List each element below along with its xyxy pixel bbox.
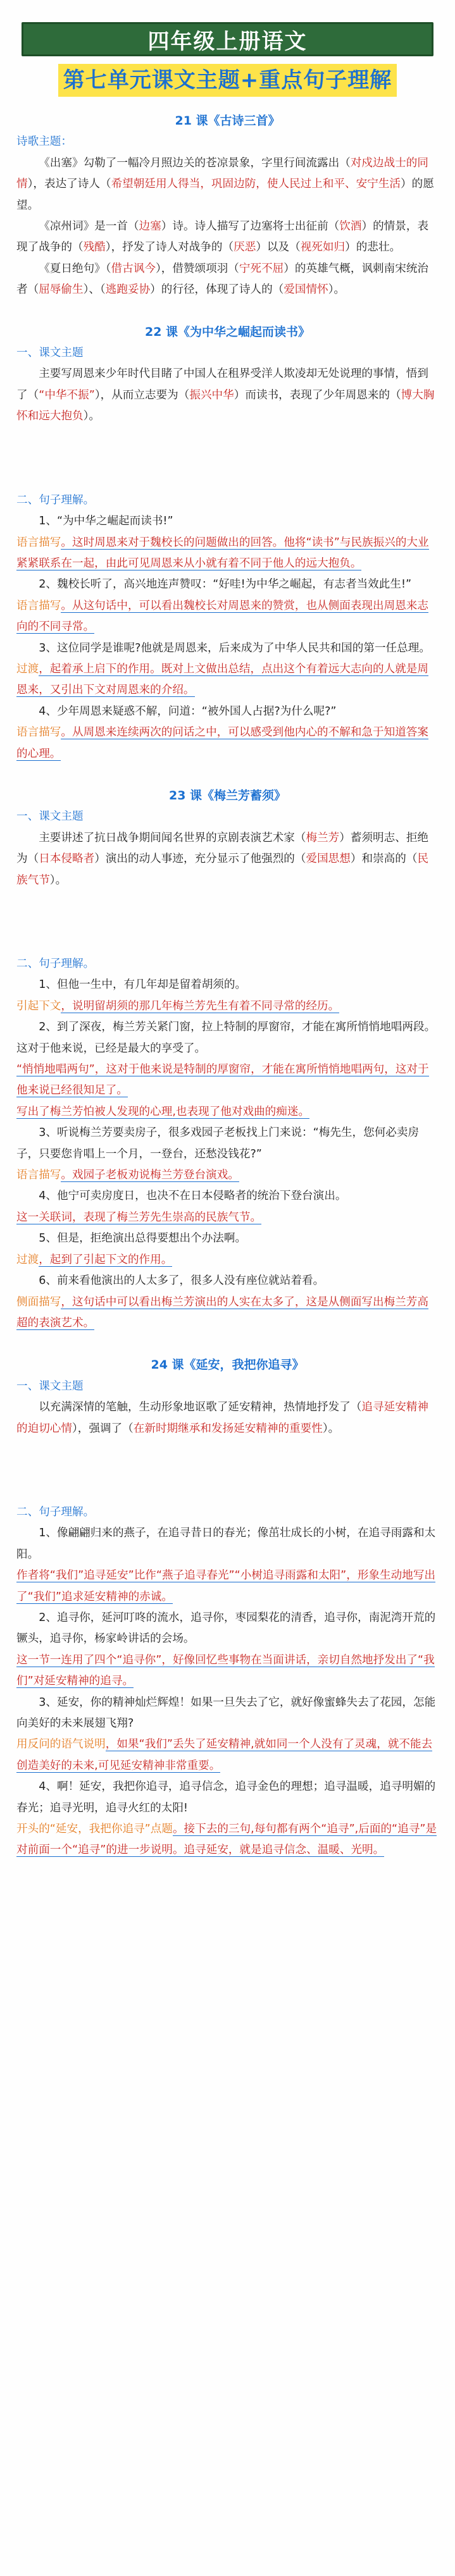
lesson-23-a4: 这一关联词，表现了梅兰芳先生崇高的民族气节。: [16, 1211, 262, 1224]
lesson-21-para-3: 《夏日绝句》（借古讽今），借赞颂项羽（宁死不屈）的英雄气概，讽刺南宋统治者（屈辱偷生）、（逃跑妥协）的行径，体现了诗人的（爱国情怀）。: [16, 262, 429, 297]
lesson-23-q1: 1、但他一生中，有几年却是留着胡须的。: [39, 978, 247, 992]
lesson-24-q1: 1、像翩翩归来的燕子，在追寻昔日的春光；像茁壮成长的小树，在追寻雨露和太阳。: [16, 1527, 436, 1561]
lesson-24-title: 24 课《延安，我把你追寻》: [151, 1358, 304, 1372]
lesson-22-q1: 1、“为中华之崛起而读书!”: [39, 515, 173, 528]
lesson-23-a3: 语言描写。戏园子老板劝说梅兰芳登台演戏。: [16, 1169, 239, 1182]
lesson-23-a1: 引起下文，说明留胡须的那几年梅兰芳先生有着不同寻常的经历。: [16, 999, 340, 1013]
lesson-23-a2: “悄悄地唱两句”，这对于他来说是特制的厚窗帘，才能在寓所悄悄地唱两句，这对于他来说已经很知足了。: [16, 1063, 429, 1097]
lesson-21-title: 21 课《古诗三首》: [175, 114, 280, 128]
lesson-21-para-2: 《凉州词》是一首（边塞）诗。诗人描写了边塞将士出征前（饮酒）的情景，表现了战争的（残酷），抒发了诗人对战争的（厌恶）以及（视死如归）的悲壮。: [16, 220, 429, 254]
header-title-bar: [22, 22, 433, 56]
lesson-22-theme: 主要写周恩来少年时代目睹了中国人在租界受洋人欺凌却无处说理的事情，悟到了（“中华不振”），从而立志要为（振兴中华）而读书，表现了少年周恩来的（博大胸怀和远大抱负）。: [16, 367, 435, 423]
lesson-23-a5: 过渡，起到了引起下文的作用。: [16, 1253, 173, 1266]
lesson-24-q4: 4、啊！延安，我把你追寻，追寻信念，追寻金色的理想；追寻温暖，追寻明媚的春光；追寻光明，追寻火红的太阳!: [16, 1780, 436, 1815]
lesson-22-a3: 过渡，起着承上启下的作用。既对上文做出总结，点出这个有着远大志向的人就是周恩来，又引出下文对周恩来的介绍。: [16, 662, 428, 697]
lesson-24-q3: 3、延安，你的精神灿烂辉煌！如果一旦失去了它，就好像蜜蜂失去了花园，怎能向美好的未来展翅飞翔?: [16, 1696, 436, 1730]
page-title: 四年级上册语文: [147, 28, 308, 54]
subtitle-banner: [0, 64, 455, 102]
lesson-22-q3: 3、这位同学是谁呢?他就是周恩来，后来成为了中华人民共和国的第一任总理。: [39, 641, 430, 655]
lesson-22-a2: 语言描写。从这句话中，可以看出魏校长对周恩来的赞赏，也从侧面表现出周恩来志向的不同寻常。: [16, 599, 428, 634]
lesson-23-theme-heading: 一、课文主题: [16, 810, 84, 823]
lesson-23-a6: 侧面描写，这句话中可以看出梅兰芳演出的人实在太多了，这是从侧面写出梅兰芳高超的表演艺术。: [16, 1295, 428, 1329]
lesson-24-a2: 这一节一连用了四个“追寻你”，好像回忆些事物在当面讲话，亲切自然地抒发出了“我们”对延安精神的追寻。: [16, 1653, 435, 1688]
lesson-21-para-1: 《出塞》勾勒了一幅冷月照边关的苍凉景象，字里行间流露出（对戍边战士的同情），表达了诗人（希望朝廷用人得当，巩固边防，使人民过上和平、安宁生活）的愿望。: [16, 156, 434, 212]
lesson-24-theme: 以充满深情的笔触，生动形象地讴歌了延安精神，热情地抒发了（追寻延安精神的迫切心情），强调了（在新时期继承和发扬延安精神的重要性）。: [16, 1401, 428, 1435]
lesson-23-title: 23 课《梅兰芳蓄须》: [168, 788, 287, 803]
lesson-24-a4: 开头的“延安，我把你追寻”点题。接下去的三句,每句都有两个“追寻”,后面的“追寻”是对前面一个“追寻”的进一步说明。追寻延安，就是追寻信念、温暖、光明。: [16, 1823, 437, 1857]
lesson-24-theme-heading: 一、课文主题: [16, 1379, 84, 1393]
lesson-23-theme: 主要讲述了抗日战争期间闻名世界的京剧表演艺术家（梅兰芳）蓄须明志、拒绝为（日本侵略者）演出的动人事迹，充分显示了他强烈的（爱国思想）和崇高的（民族气节）。: [16, 831, 429, 887]
lesson-23-q2: 2、到了深夜，梅兰芳关紧门窗，拉上特制的厚窗帘，才能在寓所悄悄地唱两段。这对于他来说，已经是最大的享受了。: [16, 1021, 436, 1055]
lesson-21-poem-heading: 诗歌主题：: [16, 135, 72, 149]
lesson-23-q3: 3、听说梅兰芳要卖房子，很多戏园子老板找上门来说：“梅先生，您何必卖房子，只要您肯唱上一个月，一登台，还愁没钱花?”: [16, 1126, 420, 1161]
lesson-23-q6: 6、前来看他演出的人太多了，很多人没有座位就站着看。: [39, 1274, 325, 1288]
lesson-22-q2: 2、魏校长听了，高兴地连声赞叹：“好哇!为中华之崛起，有志者当效此生!”: [39, 578, 412, 591]
lesson-22-theme-heading: 一、课文主题: [16, 347, 84, 360]
page-subtitle: 第七单元课文主题+重点句子理解: [58, 64, 397, 97]
lesson-23-q5: 5、但是，拒绝演出总得要想出个办法啊。: [39, 1232, 247, 1245]
lesson-23-sentence-heading: 二、句子理解。: [16, 958, 95, 970]
lesson-22-a4: 语言描写。从周恩来连续两次的问话之中，可以感受到他内心的不解和急于知道答案的心理。: [16, 726, 428, 760]
lesson-24-q2: 2、追寻你，延河叮咚的流水，追寻你，枣园梨花的清香，追寻你，南泥湾开荒的镢头，追寻你，杨家岭讲话的会场。: [16, 1611, 436, 1646]
lesson-22-title: 22 课《为中华之崛起而读书》: [144, 324, 311, 339]
lesson-22-sentence-heading: 二、句子理解。: [16, 493, 95, 507]
lesson-22-q4: 4、少年周恩来疑惑不解，问道：“被外国人占据?为什么呢?”: [39, 705, 337, 718]
lesson-23-a2b: 写出了梅兰芳怕被人发现的心理,也表现了他对戏曲的痴迷。: [16, 1105, 310, 1118]
lesson-24-a1: 作者将“我们”追寻延安”比作“燕子追寻春光”“小树追寻雨露和太阳”，形象生动地写出了“我们”追求延安精神的赤诚。: [16, 1569, 436, 1603]
lesson-24-a3: 用反问的语气说明，如果“我们”丢失了延安精神,就如同一个人没有了灵魂，就不能去创造美好的未来,可见延安精神非常重要。: [16, 1738, 433, 1772]
lesson-23-q4: 4、他宁可卖房度日，也决不在日本侵略者的统治下登台演出。: [39, 1190, 347, 1203]
lesson-24-sentence-heading: 二、句子理解。: [16, 1505, 95, 1519]
content: [16, 111, 439, 1861]
lesson-22-a1: 语言描写。这时周恩来对于魏校长的问题做出的回答。他将“读书”与民族振兴的大业紧紧联系在一起，由此可见周恩来从小就有着不同于他人的远大抱负。: [16, 536, 429, 570]
